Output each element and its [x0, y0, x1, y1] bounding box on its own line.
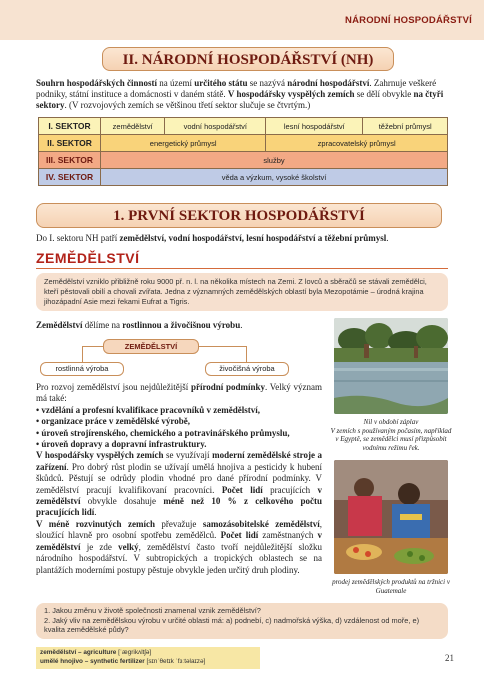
p1c: . Velký význam má také:: [36, 382, 322, 404]
fs-t3: .: [386, 233, 389, 243]
intro-t7: V hospodářsky vyspělých zemích: [227, 89, 355, 100]
intro-t5: národní hospodářství: [287, 78, 370, 88]
sector-cell: věda a výzkum, vysoké školství: [101, 169, 448, 186]
sector-name: I. SEKTOR: [39, 118, 101, 135]
page-number: 21: [445, 653, 454, 663]
p2a: V hospodářsky vyspělých zemích: [36, 450, 164, 461]
sector-name: III. SEKTOR: [39, 152, 101, 169]
history-note: Zemědělství vzniklo přibližně roku 9000 př. n. l. na několika místech na Zemi. Z lovců a sběračů se stávali zemědělci, kteří pěstovali obilí a chovali zvířata. Jedna z významných zemědělských oblastí byla Mezopotámie – úrodná krajina jihozápadní Asie mezi řekami Eufrat a Tigris.: [36, 273, 448, 311]
intro-t1: Souhrn hospodářských činností: [36, 78, 158, 88]
p3c: samozásobitelské zemědělství: [202, 518, 320, 529]
p3g: v zemědělství: [36, 530, 322, 552]
p1a: Pro rozvoj zemědělství jsou nejdůležitější: [36, 382, 191, 392]
first-sector-heading: [36, 203, 442, 228]
table-row: [39, 152, 448, 169]
diagram-connector: [199, 346, 247, 347]
vocabulary-box: [36, 647, 260, 669]
body-text: [36, 382, 322, 576]
p3f: zaměstnaných: [258, 530, 318, 541]
bullet-item: • organizace práce v zemědělské výrobě,: [36, 416, 190, 427]
p2f: pracujících: [262, 484, 318, 495]
table-row: [39, 169, 448, 186]
p2e: Počet lidí: [221, 484, 263, 495]
bullet-item: • vzdělání a profesní kvalifikace pracovníků v zemědělství,: [36, 404, 260, 415]
section-title: NÁRODNÍ HOSPODÁŘSTVÍ: [345, 15, 472, 26]
questions-box: [36, 603, 448, 639]
intro-t9: na čtyři sektory: [36, 89, 444, 111]
sector-cell: těžební průmysl: [363, 118, 448, 135]
p3h: je zde: [80, 541, 119, 552]
intro-t8: se dělí obvykle: [354, 89, 414, 100]
sector-cell: energetický průmysl: [101, 135, 266, 152]
body-p3: [36, 519, 322, 576]
sector-name: IV. SEKTOR: [39, 169, 101, 186]
p3i: velký: [118, 541, 139, 552]
nile-flood-photo: [334, 318, 448, 414]
p3a: V méně rozvinutých zemích: [36, 518, 155, 529]
p2g: v zemědělství: [36, 484, 322, 507]
chapter-heading: [102, 47, 394, 71]
first-sector-intro: [36, 233, 448, 244]
split-t2: dělíme na: [82, 320, 123, 330]
sector-name: II. SEKTOR: [39, 135, 101, 152]
p3j: , zemědělství často tvoří nejdůležitější složku národního hospodářství. V subtropických a tropických oblastech se na plantážích moderními postupy pěstuje obvykle jeden určitý druh plodiny.: [36, 541, 322, 575]
sector-cell: zpracovatelský průmysl: [266, 135, 448, 152]
question-item: 2. Jaký vliv na zemědělskou výrobu v určité oblasti má: a) podnebí, c) nadmořská výška, d) vzdálenost od moře, e) kvalita zemědělské půdy?: [44, 615, 420, 635]
split-t4: .: [240, 320, 243, 330]
photo1-caption: Nil v období záplav V zemích s používaným počasím, například v Egyptě, se zemědělci musí přizpůsobit vodnímu režimu řek.: [330, 418, 452, 452]
vocab-term: umělé hnojivo – synthetic fertilizer: [40, 658, 145, 666]
diagram-root: ZEMĚDĚLSTVÍ: [103, 339, 199, 354]
p2c: moderní zemědělské stroje a zařízení: [36, 450, 322, 472]
vocab-pron: [sɪnˈθetɪk ˈfɜːtəlaɪzə]: [144, 658, 206, 666]
diagram-connector: [246, 346, 247, 362]
diagram-connector: [82, 346, 83, 362]
title-underline: [36, 268, 448, 269]
split-t1: Zemědělství: [36, 320, 83, 330]
p1b: přírodní podmínky: [190, 382, 266, 392]
bullet-item: • úroveň strojírenského, chemického a potravinářského průmyslu,: [36, 427, 290, 438]
diagram-right: živočišná výroba: [205, 362, 289, 376]
fs-t1: Do I. sektoru NH patří: [36, 233, 120, 243]
p2i: méně než 10 % z celkového počtu pracujících lidí: [36, 496, 322, 518]
intro-t2: na území: [157, 78, 195, 88]
sector-cell: služby: [101, 152, 448, 169]
chapter-heading-text: II. NÁRODNÍ HOSPODÁŘSTVÍ (NH): [122, 52, 374, 68]
diagram-left: rostlinná výroba: [40, 362, 124, 376]
intro-paragraph: [36, 78, 448, 112]
p2b: se využívají: [163, 450, 213, 461]
diagram-connector: [82, 346, 103, 347]
p3b: převažuje: [154, 518, 203, 529]
split-t3: rostlinnou a živočišnou výrobu: [122, 320, 241, 330]
agriculture-title: ZEMĚDĚLSTVÍ: [36, 250, 140, 266]
p3d: , sloužící hlavně pro osobní spotřebu zemědělců.: [36, 518, 322, 541]
p2j: .: [94, 507, 97, 518]
vocab-term: zemědělství – agriculture: [40, 649, 117, 656]
intro-t4: se nazývá: [247, 78, 288, 88]
photo2-caption: prodej zemědělských produktů na tržnici v Guatemale: [332, 578, 450, 595]
fs-t2: zemědělství, vodní hospodářství, lesní hospodářství a těžební průmysl: [119, 233, 387, 243]
first-sector-heading-text: 1. PRVNÍ SEKTOR HOSPODÁŘSTVÍ: [113, 208, 365, 224]
vocab-line: [40, 648, 256, 657]
table-row: [39, 118, 448, 135]
sector-cell: vodní hospodářství: [165, 118, 266, 135]
intro-t10: . (V rozvojových zemích se většinou třetí sektor slučuje se čtvrtým.): [64, 100, 311, 111]
body-p1: [36, 382, 322, 405]
intro-t6: . Zahrnuje veškeré podniky, státní instituce a domácnosti v daném státě.: [36, 78, 437, 100]
sectors-table: [38, 117, 448, 186]
agri-split-text: [36, 320, 326, 331]
p2h: obvykle dosahuje: [80, 496, 164, 507]
market-photo: [334, 460, 448, 574]
question-item: 1. Jakou změnu v životě společnosti znamenal vznik zemědělství?: [44, 606, 261, 615]
sector-cell: lesní hospodářství: [266, 118, 363, 135]
body-p2: [36, 450, 322, 518]
vocab-pron: [ˈægrikʌltʃə]: [116, 649, 152, 656]
vocab-line: [40, 657, 256, 666]
bullet-item: • úroveň dopravy a dopravní infrastruktury.: [36, 439, 207, 450]
sector-cell: zemědělství: [101, 118, 165, 135]
table-row: [39, 135, 448, 152]
p3e: Počet lidí: [220, 530, 259, 541]
intro-t3: určitého státu: [194, 78, 248, 88]
p2d: . Pro dobrý růst plodin se užívají umělá hnojiva a pesticidy k hubení škůdců. Pěstují se odrůdy plodin vhodné pro dané přírodní podmínky. V zemědělství pracují kvalifikovaní pracovníci.: [36, 461, 322, 495]
